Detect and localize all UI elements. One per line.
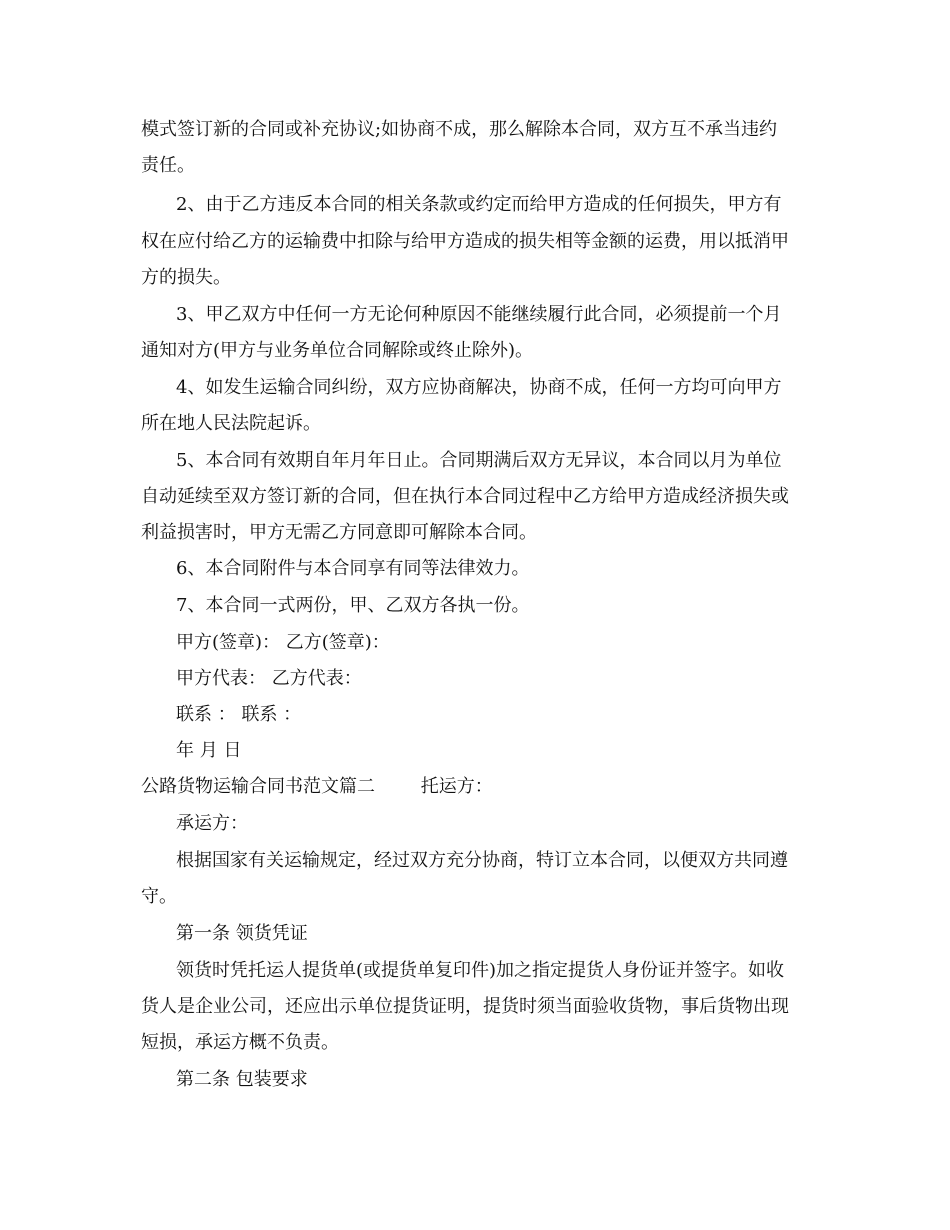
clause-6-line: 6、本合同附件与本合同享有同等法律效力。: [176, 558, 530, 579]
paragraph-line: 责任。: [141, 155, 195, 176]
signature-line: 甲方(签章)： 乙方(签章)：: [176, 632, 390, 653]
paragraph-line: 所在地人民法院起诉。: [141, 413, 321, 434]
clause-3-line: 3、甲乙双方中任何一方无论何种原因不能继续履行此合同，必须提前一个月: [176, 304, 782, 325]
paragraph-line: 利益损害时，甲方无需乙方同意即可解除本合同。: [141, 522, 537, 543]
article-1-heading: 第一条 领货凭证: [176, 923, 308, 944]
contact-line: 联系 ： 联系 ：: [176, 704, 302, 725]
article-2-heading: 第二条 包装要求: [176, 1069, 308, 1090]
paragraph-line: 模式签订新的合同或补充协议;如协商不成，那么解除本合同，双方互不承当违约: [141, 119, 778, 140]
section-title: 公路货物运输合同书范文篇二 托运方：: [141, 776, 493, 797]
clause-5-line: 5、本合同有效期自年月年日止。合同期满后双方无异议，本合同以月为单位: [176, 450, 782, 471]
paragraph-line: 方的损失。: [141, 267, 231, 288]
clause-4-line: 4、如发生运输合同纠纷，双方应协商解决，协商不成，任何一方均可向甲方: [176, 377, 782, 398]
clause-2-line: 2、由于乙方违反本合同的相关条款或约定而给甲方造成的任何损失，甲方有: [176, 194, 782, 215]
date-line: 年 月 日: [176, 740, 242, 761]
paragraph-line: 通知对方(甲方与业务单位合同解除或终止除外)。: [141, 340, 534, 361]
paragraph-line: 守。: [141, 886, 177, 907]
paragraph-line: 权在应付给乙方的运输费中扣除与给甲方造成的损失相等金额的运费，用以抵消甲: [141, 231, 789, 252]
paragraph-line: 短损，承运方概不负责。: [141, 1032, 339, 1053]
carrier-line: 承运方：: [176, 813, 248, 834]
paragraph-line: 根据国家有关运输规定，经过双方充分协商，特订立本合同，以便双方共同遵: [176, 850, 788, 871]
clause-7-line: 7、本合同一式两份，甲、乙双方各执一份。: [176, 595, 530, 616]
paragraph-line: 领货时凭托运人提货单(或提货单复印件)加之指定提货人身份证并签字。如收: [176, 960, 785, 981]
paragraph-line: 货人是企业公司，还应出示单位提货证明，提货时须当面验收货物，事后货物出现: [141, 996, 789, 1017]
paragraph-line: 自动延续至双方签订新的合同，但在执行本合同过程中乙方给甲方造成经济损失或: [141, 486, 789, 507]
representative-line: 甲方代表： 乙方代表：: [176, 668, 362, 689]
